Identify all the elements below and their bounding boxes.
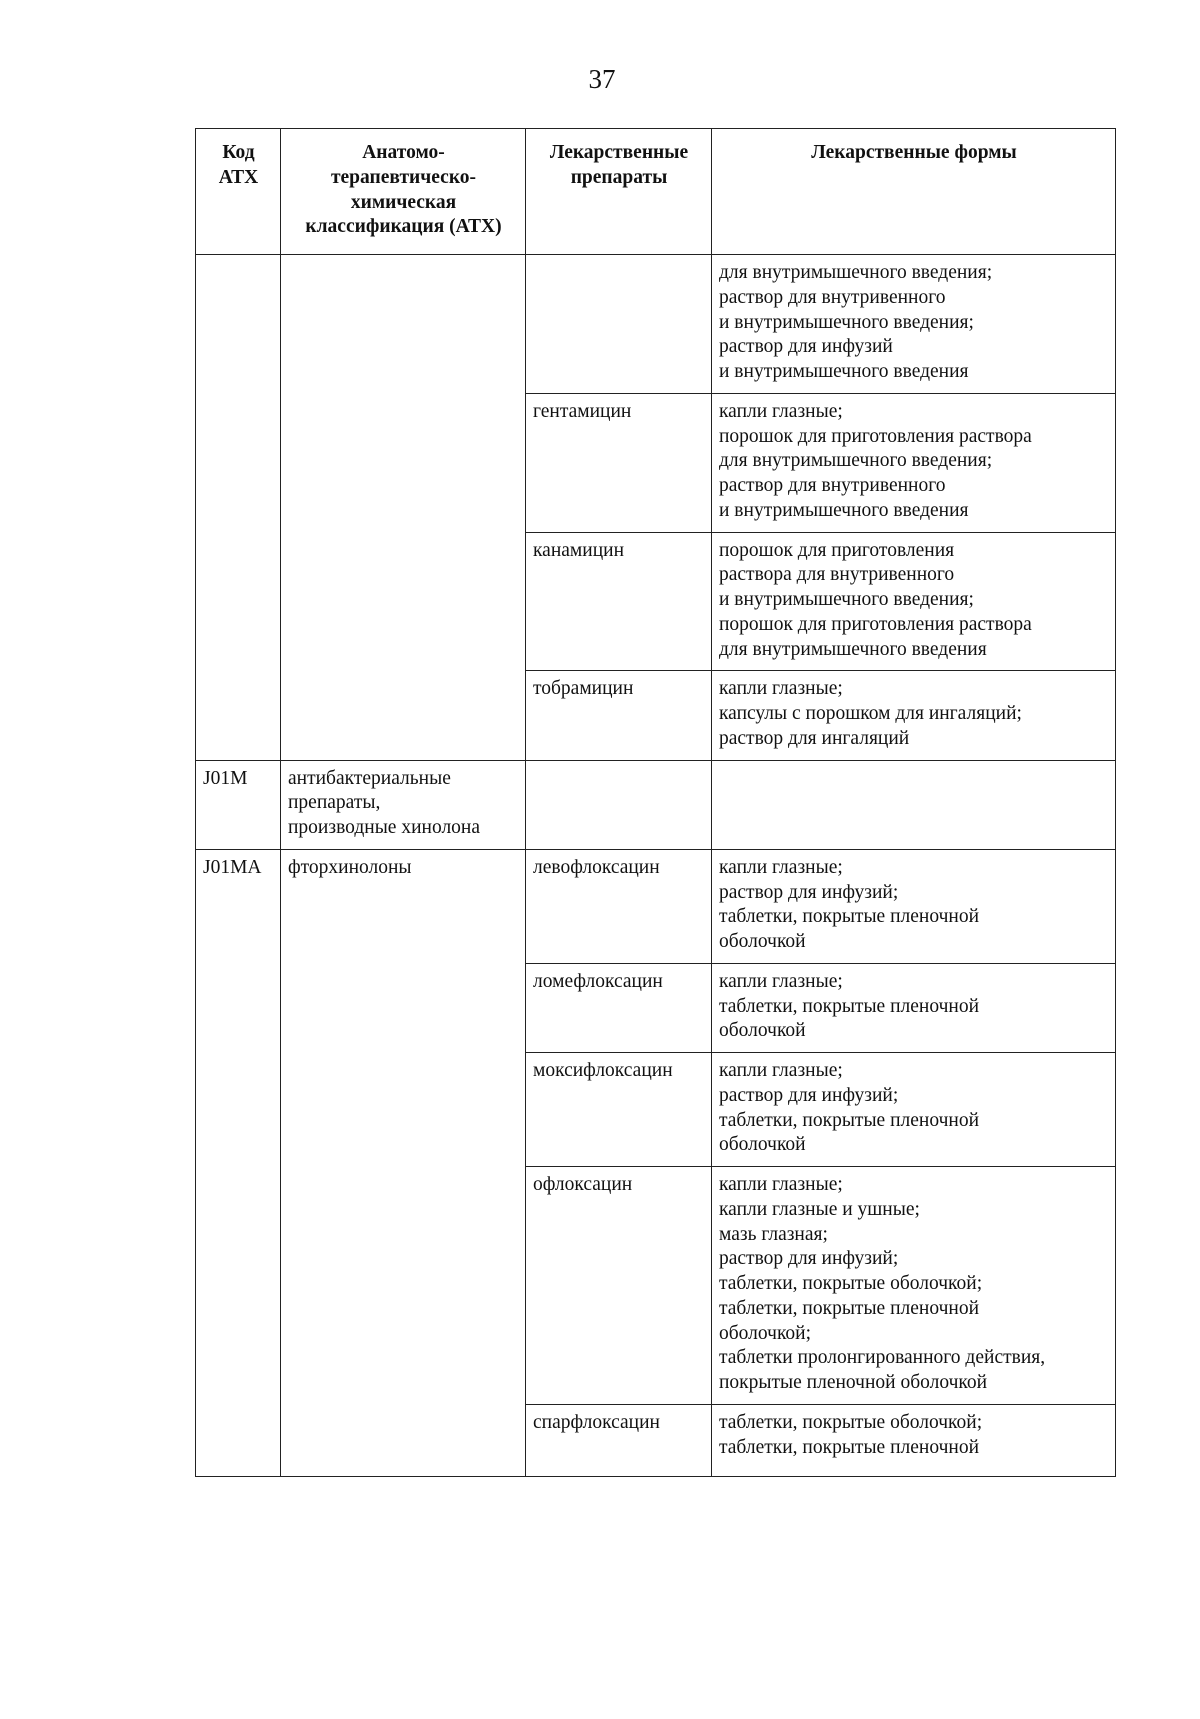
drug-cell: тобрамицин (526, 671, 712, 760)
table-row (196, 849, 1116, 963)
header-forms: Лекарственные формы (712, 129, 1116, 255)
forms-cell: капли глазные; капсулы с порошком для ингаляций; раствор для ингаляций (712, 671, 1116, 760)
forms-cell: капли глазные; раствор для инфузий; таблетки, покрытые пленочной оболочкой (712, 849, 1116, 963)
drug-cell: офлоксацин (526, 1167, 712, 1405)
drug-cell: моксифлоксацин (526, 1053, 712, 1167)
table-row (196, 760, 1116, 849)
table-row (196, 255, 1116, 394)
drug-cell: левофлоксацин (526, 849, 712, 963)
header-drugs: Лекарственные препараты (526, 129, 712, 255)
forms-cell: для внутримышечного введения; раствор для внутривенного и внутримышечного введения; раствор для инфузий и внутримышечного введения (712, 255, 1116, 394)
page-number: 37 (588, 64, 616, 94)
header-code: Код АТХ (196, 129, 281, 255)
code-cell: J01M (196, 760, 281, 849)
atc-drug-table (195, 128, 1116, 1477)
classification-cell: фторхинолоны (281, 849, 526, 1476)
header-classification: Анатомо- терапевтическо- химическая классификация (АТХ) (281, 129, 526, 255)
classification-cell: антибактериальные препараты, производные хинолона (281, 760, 526, 849)
drug-cell (526, 255, 712, 394)
table-header-row (196, 129, 1116, 255)
drug-cell: канамицин (526, 532, 712, 671)
forms-cell: капли глазные; капли глазные и ушные; мазь глазная; раствор для инфузий; таблетки, покрытые оболочкой; таблетки, покрытые пленочной оболочкой; таблетки пролонгированного действия, покрытые пленочной оболочкой (712, 1167, 1116, 1405)
drug-cell: ломефлоксацин (526, 963, 712, 1052)
forms-cell: таблетки, покрытые оболочкой; таблетки, покрытые пленочной (712, 1404, 1116, 1476)
drug-cell: спарфлоксацин (526, 1404, 712, 1476)
code-cell: J01MA (196, 849, 281, 1476)
forms-cell: порошок для приготовления раствора для внутривенного и внутримышечного введения; порошок для приготовления раствора для внутримышечного введения (712, 532, 1116, 671)
forms-cell: капли глазные; порошок для приготовления раствора для внутримышечного введения; раствор для внутривенного и внутримышечного введения (712, 393, 1116, 532)
drug-cell: гентамицин (526, 393, 712, 532)
classification-cell (281, 255, 526, 761)
drug-cell (526, 760, 712, 849)
forms-cell (712, 760, 1116, 849)
forms-cell: капли глазные; раствор для инфузий; таблетки, покрытые пленочной оболочкой (712, 1053, 1116, 1167)
forms-cell: капли глазные; таблетки, покрытые пленочной оболочкой (712, 963, 1116, 1052)
code-cell (196, 255, 281, 761)
